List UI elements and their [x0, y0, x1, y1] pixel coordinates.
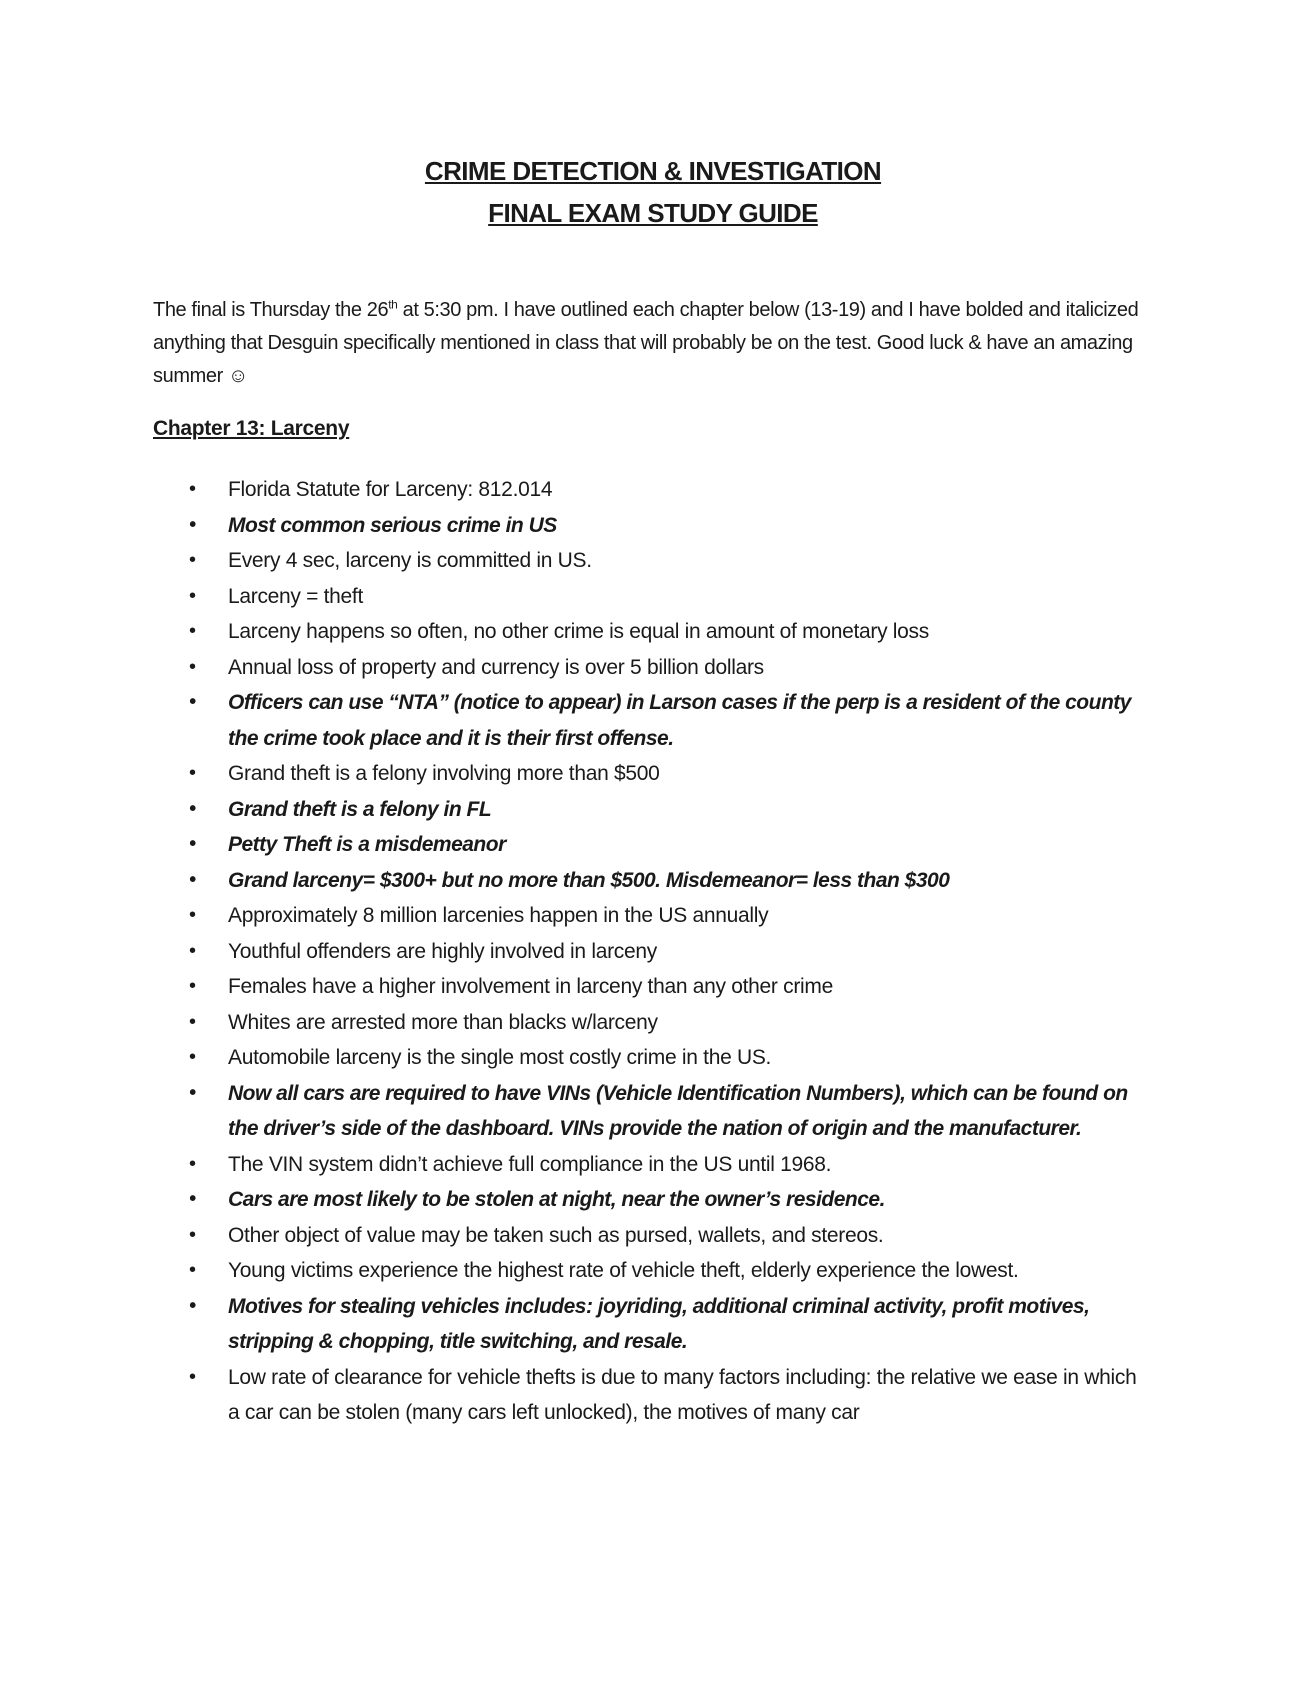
list-item-text: Every 4 sec, larceny is committed in US. [228, 549, 592, 572]
intro-superscript: th [388, 297, 398, 312]
list-item [0, 827, 1148, 863]
list-item [0, 792, 1148, 828]
list-item-text: Low rate of clearance for vehicle thefts is due to many factors including: the relative we ease in which a car can be stolen (many cars left unlocked), the motives of many car [228, 1365, 1137, 1424]
list-item [0, 1005, 1148, 1041]
list-item [0, 1253, 1148, 1289]
list-item-text: Grand theft is a felony involving more than $500 [228, 762, 660, 785]
bullet-icon: • [189, 1152, 196, 1175]
chapter-heading: Chapter 13: Larceny [153, 417, 350, 440]
bullet-icon: • [189, 904, 196, 926]
list-item [0, 685, 1148, 756]
bullet-icon: • [189, 1365, 196, 1388]
list-item-text: Officers can use “NTA” (notice to appear) in Larson cases if the perp is a resident of the county the crime took place and it is their first offense. [228, 691, 1131, 750]
list-item-text: Now all cars are required to have VINs (Vehicle Identification Numbers), which can be found on the driver’s side of the dashboard. VINs provide the nation of origin and the manufacturer. [228, 1081, 1128, 1140]
list-item-text: Most common serious crime in US [228, 513, 557, 537]
list-item [0, 934, 1148, 970]
list-item [0, 614, 1148, 650]
list-item-text: Automobile larceny is the single most costly crime in the US. [228, 1046, 772, 1069]
list-item-text: Approximately 8 million larcenies happen in the US annually [228, 904, 769, 927]
bullet-icon: • [189, 762, 196, 784]
list-item-text: Larceny happens so often, no other crime is equal in amount of monetary loss [228, 620, 929, 643]
bullet-icon: • [189, 1223, 196, 1246]
bullet-icon: • [189, 1046, 196, 1068]
list-item [0, 969, 1148, 1005]
list-item [0, 1147, 1148, 1183]
list-item [0, 579, 1148, 615]
list-item-text: Annual loss of property and currency is over 5 billion dollars [228, 655, 764, 679]
bullet-icon: • [189, 549, 196, 571]
list-item-text: Whites are arrested more than blacks w/larceny [228, 1010, 658, 1034]
list-item-text: Other object of value may be taken such as pursed, wallets, and stereos. [228, 1223, 884, 1247]
list-item-text: Grand larceny= $300+ but no more than $500. Misdemeanor= less than $300 [228, 868, 950, 892]
list-item [0, 1076, 1148, 1147]
bullet-icon: • [189, 975, 196, 997]
bullet-icon: • [189, 1010, 196, 1033]
list-item [0, 1360, 1148, 1431]
list-item [0, 863, 1148, 899]
list-item-text: Larceny = theft [228, 584, 364, 608]
list-item [0, 472, 1148, 508]
list-item-text: Petty Theft is a misdemeanor [228, 833, 506, 856]
list-item-text: Young victims experience the highest rate of vehicle theft, elderly experience the lowest. [228, 1259, 1019, 1282]
bullet-icon: • [189, 1294, 196, 1317]
bullet-icon: • [189, 478, 196, 500]
intro-text-start: The final is Thursday the 26 [153, 299, 389, 321]
document-title [0, 150, 1306, 234]
bullet-icon: • [189, 691, 196, 713]
list-item [0, 1182, 1148, 1218]
title-line-1: CRIME DETECTION & INVESTIGATION [424, 156, 882, 186]
list-item [0, 1289, 1148, 1360]
bullet-icon: • [189, 620, 196, 642]
list-item-text: Females have a higher involvement in larceny than any other crime [228, 975, 833, 998]
list-item-text: Motives for stealing vehicles includes: joyriding, additional criminal activity, profit motives, stripping & chopping, title switching, and resale. [228, 1294, 1090, 1353]
list-item-text: Youthful offenders are highly involved in larceny [228, 939, 657, 963]
list-item-text: The VIN system didn’t achieve full compliance in the US until 1968. [228, 1152, 832, 1176]
title-line-2: FINAL EXAM STUDY GUIDE [488, 198, 818, 228]
bullet-icon: • [189, 797, 196, 820]
list-item [0, 756, 1148, 792]
list-item [0, 543, 1148, 579]
list-item-text: Grand theft is a felony in FL [228, 797, 492, 821]
list-item [0, 508, 1148, 544]
list-item [0, 650, 1148, 686]
bullet-icon: • [189, 513, 196, 536]
intro-text-rest: at 5:30 pm. I have outlined each chapter below (13-19) and I have bolded and italicized anything that Desguin specifically mentioned in class that will probably be on the test. Good luck & have an amazing summer ☺ [153, 299, 1139, 387]
bullet-icon: • [189, 833, 196, 855]
bullet-list [0, 472, 1306, 1431]
bullet-icon: • [189, 939, 196, 962]
list-item [0, 1040, 1148, 1076]
bullet-icon: • [189, 868, 196, 891]
bullet-icon: • [189, 584, 196, 607]
bullet-icon: • [189, 1188, 196, 1210]
bullet-icon: • [189, 655, 196, 678]
list-item-text: Florida Statute for Larceny: 812.014 [228, 478, 553, 501]
intro-paragraph [153, 294, 1153, 393]
list-item [0, 1218, 1148, 1254]
list-item-text: Cars are most likely to be stolen at night, near the owner’s residence. [228, 1188, 885, 1211]
bullet-icon: • [189, 1081, 196, 1104]
bullet-icon: • [189, 1259, 196, 1281]
list-item [0, 898, 1148, 934]
